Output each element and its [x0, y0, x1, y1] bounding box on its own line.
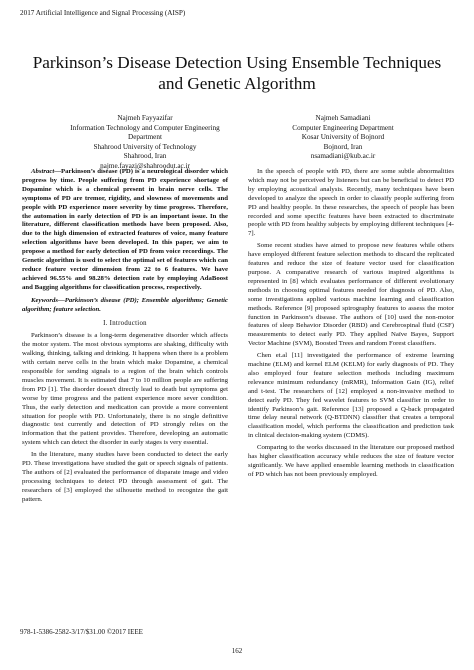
author-email: najme.fayazi@shahroodut.ac.ir	[100, 161, 190, 170]
left-column	[22, 168, 228, 508]
keywords-text: —Parkinson’s disease (PD); Ensemble algorithms; Genetic algorithm; feature selection.	[22, 296, 228, 313]
author-department: Information Technology and Computer Engineering	[70, 123, 220, 132]
paragraph: Chen et.al [11] investigated the performance of extreme learning machine (ELM) and kernel ELM (KELM) for early diagnosis of PD. They also employed four feature selection methods including maximum relevance minimum redundancy (mRMR), Information Gain (IG), relief and t-test. The researchers of [12] employed a non-invasive method to detect early PD. They fed wavelet features to SVM classifier in order to identify Parkinson’s gait. Reference [13] proposed a Q-back propagated time delay neural network (Q-BTDNN) classifier that creates a temporal classification model, which performs the classification and prediction task in clinical decision-making system (CDMS).	[248, 352, 454, 440]
paragraph: Comparing to the works discussed in the literature our proposed method has higher classification accuracy while reduces the size of feature vector significantly. We have applied ensemble learning methods in classification of PD which has not been previously employed.	[248, 444, 454, 478]
right-column	[248, 168, 454, 483]
paragraph: In the speech of people with PD, there are some subtle abnormalities which may not be perceived by listeners but can be beneficial to detect PD by employing acoustical analysis. Recently, many techniques have been developed to analyze the speech in order to classify people suffering from PD and healthy people. In these researches, the speech of people has been recorded and some specific features have been extracted to discriminate people with PD from healthy subjects by employing different techniques [4-7].	[248, 168, 454, 238]
paragraph: Parkinson’s disease is a long-term degenerative disorder which affects the motor system. The most obvious symptoms are shaking, difficulty with walking, thinking, talking and drinking. It happens when there is a problem with certain nerve cells in the brain which make Dopamine, a chemical responsible for sending signals to a region of the brain which controls muscles movement. It is estimated that 7 to 10 million people are suffering from PD [1]. The disorder doesn't directly lead to death but symptoms get worse by time progress and the patient experience more sever condition. Thus, the early detection and medication can provide a more convenient situation for people with PD. Unfortunately, there is no single definitive diagnostic test currently and detection of PD strongly relies on the information that the patient provides. Therefore, developing an automatic system which can detect the disorder in early stages is very essential.	[22, 332, 228, 447]
paragraph: In the literature, many studies have been conducted to detect the early PD. These investigations have studied the gait or speech signals of patients. The authors of [2] evaluated the performance of disparate image and video processing techniques to detect PD through assessment of gait. The researchers of [3] employed the silhouette method to recognize the gait pattern.	[22, 451, 228, 503]
isbn-footer: 978-1-5386-2582-3/17/$31.00 ©2017 IEEE	[20, 628, 143, 636]
section-heading-introduction: I. Introduction	[103, 319, 147, 327]
author-city: Shahrood, Iran	[123, 152, 167, 161]
author-city: Bojnord, Iran	[323, 142, 363, 151]
keywords-label: Keywords	[31, 296, 58, 304]
author-name: Najmeh Fayyazifar	[117, 114, 173, 122]
keywords	[22, 297, 228, 315]
author-department-line2: Department	[128, 133, 162, 142]
abstract-label: Abstract	[31, 168, 55, 175]
author-name: Najmeh Samadiani	[315, 114, 371, 122]
author-block-2	[253, 114, 433, 162]
author-department: Computer Engineering Department	[292, 123, 394, 132]
abstract	[22, 168, 228, 293]
abstract-text: —Parkinson’s disease (PD) is a neurological disorder which progress by time. People suffering from PD experience shortage of Dopamine which is a chemical present in brain nerve cells. The symptoms of PD are tremor, rigidity, and slowness of movements and people with PD experience more severity by time progress. Therefore, the automation in early detection of PD is an important issue. In the literature, different classification methods have been proposed. Also, due to the high dimension of extracted features of voice, many feature selection algorithms have been developed. In this paper, we aim to propose a method for early detection of PD from voice recordings. The Genetic algorithm is used to select the optimal set of features which can reduce feature vector dimension from 22 to 6 features. We have achieved 96.55% and 98.28% detection rate by employing AdaBoost and Bagging algorithms for classification process, respectively.	[22, 168, 228, 291]
author-block-1	[55, 114, 235, 172]
author-organization: Kosar University of Bojnord	[301, 133, 385, 142]
paragraph: Some recent studies have aimed to propose new features while others have employed different feature selection methods to discard the replicated features and reduce the size of feature vector used for classification purpose. A comparative research of various inspired algorithms is represented in [8] which evaluates performance of different evolutionary methods in choosing optimal features needed for diagnosis of PD. Also, some investigations applied various machine learning and classification methods. Reference [9] proposed spirography features to assess the motor function in Parkinson’s disease. The authors of [10] used the non-motor features of sleep Behavior Disorder (RBD) and Cerebrospinal fluid (CSF) measurements to detect early PD. They applied Naïve Bayes, Support Vector Machine (SVM), Boosted Trees and random Forest classifiers.	[248, 242, 454, 348]
conference-header: 2017 Artificial Intelligence and Signal Processing (AISP)	[20, 9, 186, 17]
author-organization: Shahrood University of Technology	[93, 142, 197, 151]
page-number: 162	[231, 647, 243, 655]
paper-title: Parkinson’s Disease Detection Using Ensemble Techniques and Genetic Algorithm	[32, 53, 442, 93]
author-email: nsamadiani@kub.ac.ir	[310, 152, 376, 161]
